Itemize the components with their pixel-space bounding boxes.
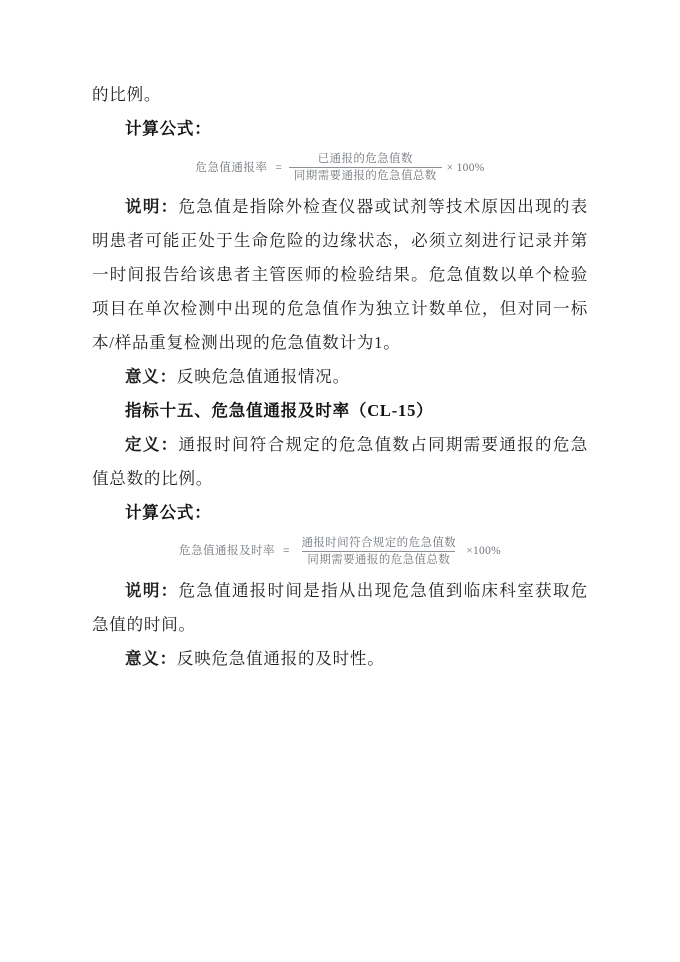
formula-fraction <box>289 152 442 184</box>
paragraph-text: 危急值是指除外检查仪器或试剂等技术原因出现的表明患者可能正处于生命危险的边缘状态，必须立刻进行记录并第一时间报告给该患者主管医师的检验结果。危急值数以单个检验项目在单次检测中出现的危急值作为独立计数单位，但对同一标本/样品重复检测出现的危急值数计为1。 <box>92 196 588 352</box>
formula-equals-sign: = <box>282 545 290 558</box>
formula-equals-sign: = <box>275 161 282 174</box>
paragraph-text: 反映危急值通报情况。 <box>176 366 350 386</box>
paragraph-definition <box>92 428 588 496</box>
paragraph-text: 危急值通报时间是指从出现危急值到临床科室获取危急值的时间。 <box>92 580 588 634</box>
paragraph-label-explanation: 说明： <box>125 580 179 600</box>
section-heading-indicator-15: 指标十五、危急值通报及时率（CL-15） <box>125 400 434 420</box>
formula-critical-value-report-rate <box>92 152 588 184</box>
formula-denominator: 同期需要通报的危急值总数 <box>302 551 455 567</box>
formula-left-side: 危急值通报率 <box>195 161 268 174</box>
formula-percent-multiplier: ×100% <box>466 545 502 558</box>
paragraph-explanation-2 <box>92 574 588 642</box>
formula-numerator: 通报时间符合规定的危急值数 <box>301 536 457 549</box>
formula-fraction <box>296 536 461 568</box>
formula-left-side: 危急值通报及时率 <box>178 545 275 558</box>
paragraph-label-significance: 意义： <box>125 366 177 386</box>
paragraph-significance-1 <box>92 360 588 394</box>
paragraph-explanation-1 <box>92 190 588 360</box>
formula-label-2: 计算公式： <box>125 502 212 522</box>
formula-numerator: 已通报的危急值数 <box>317 153 413 165</box>
formula-denominator: 同期需要通报的危急值总数 <box>289 167 442 183</box>
formula-label-1: 计算公式： <box>125 119 212 138</box>
paragraph-significance-2 <box>92 642 588 676</box>
formula-expression <box>179 536 501 568</box>
formula-expression <box>195 152 484 184</box>
paragraph-continuation: 的比例。 <box>92 85 162 104</box>
paragraph-text: 通报时间符合规定的危急值数占同期需要通报的危急值总数的比例。 <box>92 434 588 488</box>
paragraph-label-explanation: 说明： <box>125 196 179 216</box>
formula-percent-multiplier: × 100% <box>446 161 485 174</box>
paragraph-label-significance: 意义： <box>125 648 177 668</box>
formula-critical-value-timeliness-rate <box>92 536 588 568</box>
paragraph-label-definition: 定义： <box>125 434 179 454</box>
paragraph-text: 反映危急值通报的及时性。 <box>176 648 385 668</box>
